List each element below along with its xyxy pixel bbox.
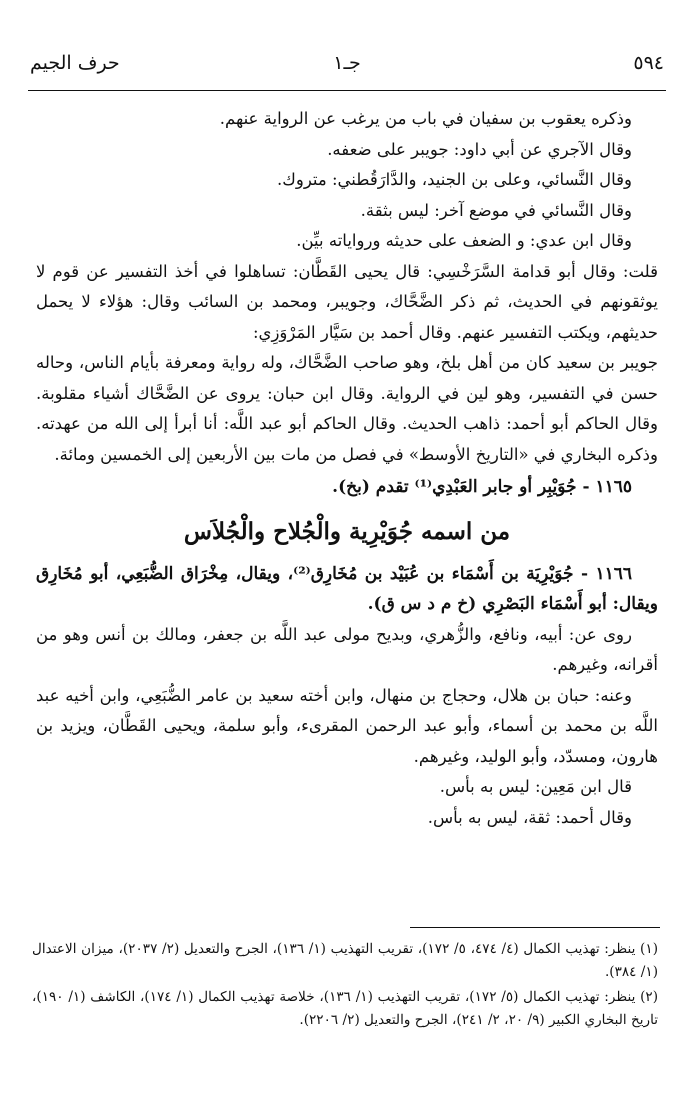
paragraph: وقال أحمد: ثقة، ليس به بأس. xyxy=(427,807,632,827)
paragraph: وقال الآجري عن أبي داود: جويبر على ضعفه. xyxy=(327,139,632,159)
main-text xyxy=(36,104,658,833)
chapter-title: حرف الجيم xyxy=(30,52,120,74)
running-header xyxy=(30,52,664,86)
volume-number: جـ١ xyxy=(333,52,361,74)
paragraph: وذكره يعقوب بن سفيان في باب من يرغب عن الرواية عنهم. xyxy=(219,109,632,128)
paragraph: وقال النَّسائي، وعلى بن الجنيد، والدَّارَقُطني: متروك. xyxy=(277,170,632,189)
paragraph: وقال النَّسائي في موضع آخر: ليس بثقة. xyxy=(360,200,632,220)
paragraph: قال ابن مَعِين: ليس به بأس. xyxy=(439,777,632,796)
paragraph: جويبر بن سعيد كان من أهل بلخ، وهو صاحب الضَّحَّاك، وله رواية ومعرفة بأيام الناس، وحاله حسن في التفسير، وهو لين في الرواية. وقال ابن حبان: يروى عن الضَّحَّاك أشياء مقلوبة. وقال الحاكم أبو أحمد: ذاهب الحديث. وقال الحاكم أبو عبد اللَّه: أنا أبرأ إلى الله من عهدته. وذكره البخاري في «التاريخ الأوسط» في فصل من مات بين الأربعين إلى الخمسين ومائة. xyxy=(36,353,658,464)
paragraph: قلت: وقال أبو قدامة السَّرَخْسِي: قال يحيى القَطَّان: تساهلوا في أخذ التفسير عن قوم لا يوثقونهم في الحديث، ثم ذكر الضَّحَّاك، وجويبر، ومحمد بن السائب وقال: هؤلاء لا يحمل حديثهم، ويكتب التفسير عنهم. وقال أحمد بن سَيَّار المَرْوَزِي: xyxy=(36,261,658,342)
footnote-2: (٢) ينظر: تهذيب الكمال (٥/ ١٧٢)، تقريب التهذيب (١/ ١٣٦)، خلاصة تهذيب الكمال (١/ ١٧٤)، الكاشف (١/ ١٩٠)، تاريخ البخاري الكبير (٩/ ٢٠، ٢/ ٢٤١)، الجرح والتعديل (٢/ ٢٢٠٦). xyxy=(32,989,659,1028)
section-heading: من اسمه جُوَيْرِية والْجُلاح والْجُلاَس xyxy=(183,517,511,545)
paragraph: وقال ابن عدي: و الضعف على حديثه ورواياته بيِّن. xyxy=(296,231,632,250)
paragraph: روى عن: أبيه، ونافع، والزُّهري، وبديح مولى عبد اللَّه بن جعفر، ومالك بن أنس وهو من أقرانه، وغيرهم. xyxy=(36,624,658,674)
paragraph: وعنه: حبان بن هلال، وحجاج بن منهال، وابن أخته سعيد بن عامر الضُّبَعِي، وابن أخيه عبد اللَّه بن محمد بن أسماء، وأبو عبد الرحمن المقرىء، وأبو سلمة، ويحيى القَطَّان، ويزيد بن هارون، ومسدّد، وأبو الوليد، وغيرهم. xyxy=(36,685,658,766)
footnote-1: (١) ينظر: تهذيب الكمال (٤/ ٤٧٤، ٥/ ١٧٢)، تقريب التهذيب (١/ ١٣٦)، الجرح والتعديل (٢/ ٢٠٣٧)، ميزان الاعتدال (١/ ٣٨٤). xyxy=(32,941,658,980)
footnotes xyxy=(32,938,658,1034)
page-number: ٥٩٤ xyxy=(633,52,664,74)
entry-1165: ١١٦٥ - جُوَيْبِر أو جابر العَبْدِي⁽¹⁾ تقدم (بخ). xyxy=(332,477,632,497)
entry-1166-heading: ١١٦٦ - جُوَيْرِيَة بن أَسْمَاء بن عُبَيْد بن مُخَارِق⁽²⁾، ويقال، مِخْرَاق الضُّبَعِي، أبو مُخَارِق ويقال: أبو أَسْمَاء البَصْرِي (خ م د س ق). xyxy=(36,563,658,614)
header-divider xyxy=(28,90,666,91)
footnote-divider xyxy=(410,927,660,928)
